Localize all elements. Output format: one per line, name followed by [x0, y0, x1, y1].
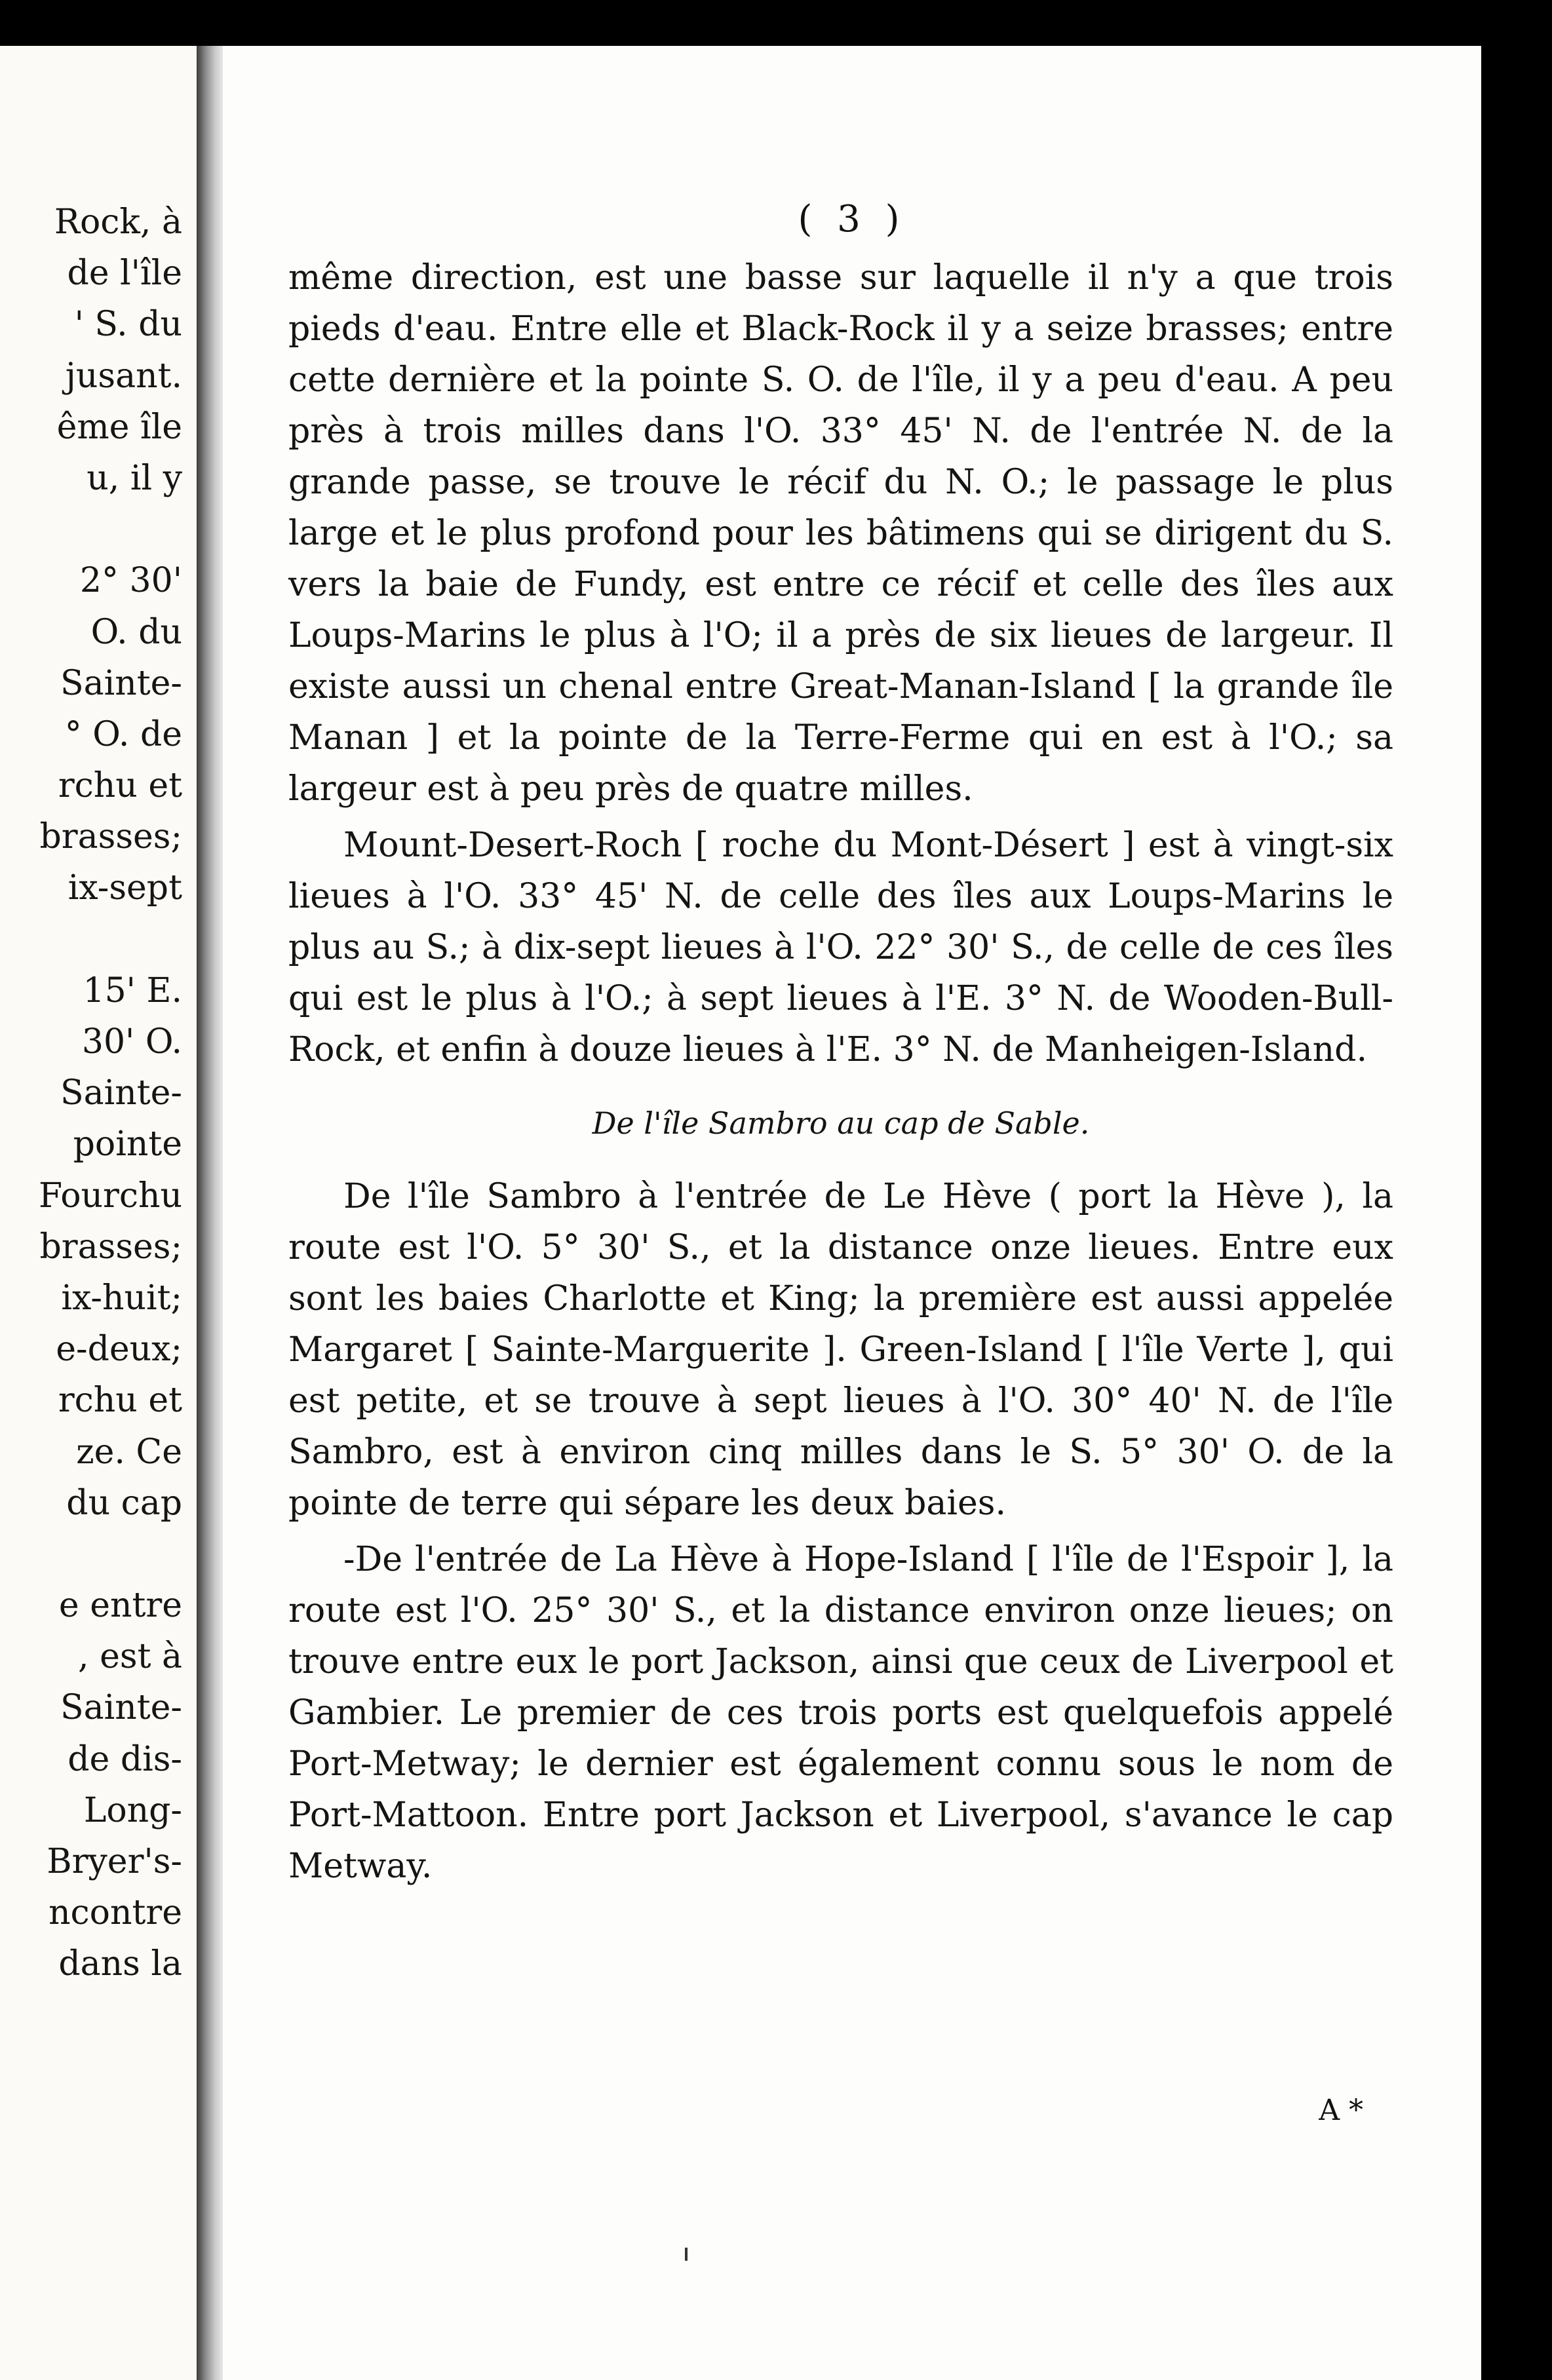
left-line: 2° 30'	[79, 561, 182, 601]
left-page-fragment	[0, 46, 197, 2380]
left-line: Sainte-	[60, 1073, 182, 1113]
left-line: 15' E.	[83, 970, 182, 1010]
left-line: Sainte-	[60, 1688, 182, 1728]
paragraph: même direction, est une basse sur laquelle il n'y a que trois pieds d'eau. Entre elle et Black-Rock il y a seize brasses; entre cette dernière et la pointe S. O. de l'île, il y a peu d'eau. A peu près à trois milles dans l'O. 33° 45' N. de l'entrée N. de la grande passe, se trouve le récif du N. O.; le passage le plus large et le plus profond pour les bâtimens qui se dirigent du S. vers la baie de Fundy, est entre ce récif et celle des îles aux Loups-Marins le plus à l'O; il a près de six lieues de largeur. Il existe aussi un chenal entre Great-Manan-Island [ la grande île Manan ] et la pointe de la Terre-Ferme qui en est à l'O.; sa largeur est à peu près de quatre milles.	[288, 258, 1393, 809]
left-line: Rock, à	[54, 202, 182, 242]
left-line: ix-sept	[68, 868, 182, 908]
left-line: Sainte-	[60, 663, 182, 703]
left-line: ême île	[56, 407, 182, 447]
left-line: e-deux;	[56, 1330, 182, 1370]
page-body	[288, 252, 1393, 1892]
left-line: Fourchu	[39, 1176, 182, 1216]
left-line: brasses;	[39, 817, 182, 857]
paragraph: De l'île Sambro à l'entrée de Le Hève ( port la Hève ), la route est l'O. 5° 30' S., et la distance onze lieues. Entre eux sont les baies Charlotte et King; la première est aussi appelée Margaret [ Sainte-Marguerite ]. Green-Island [ l'île Verte ], qui est petite, et se trouve à sept lieues à l'O. 30° 40' N. de l'île Sambro, est à environ cinq milles dans le S. 5° 30' O. de la pointe de terre qui sépare les deux baies.	[288, 1177, 1393, 1523]
paragraph: Mount-Desert-Roch [ roche du Mont-Désert ] est à vingt-six lieues à l'O. 33° 45' N. de celle des îles aux Loups-Marins le plus au S.; à dix-sept lieues à l'O. 22° 30' S., de celle de ces îles qui est le plus à l'O.; à sept lieues à l'E. 3° N. de Wooden-Bull-Rock, et enfin à douze lieues à l'E. 3° N. de Manheigen-Island.	[288, 826, 1393, 1069]
left-line: du cap	[66, 1483, 182, 1523]
left-line: Bryer's-	[47, 1842, 182, 1881]
left-line: de dis-	[68, 1739, 182, 1779]
signature-mark: A *	[1319, 2094, 1363, 2127]
left-line: ' S. du	[74, 305, 182, 345]
paragraph: -De l'entrée de La Hève à Hope-Island [ l'île de l'Espoir ], la route est l'O. 25° 30' S., et la distance environ onze lieues; on trouve entre eux le port Jackson, ainsi que ceux de Liverpool et Gambier. Le premier de ces trois ports est quelquefois appelé Port-Metway; le dernier est également connu sous le nom de Port-Mattoon. Entre port Jackson et Liverpool, s'avance le cap Metway.	[288, 1540, 1393, 1886]
left-page-text	[39, 197, 182, 1990]
left-line: ze. Ce	[76, 1432, 182, 1472]
left-line: e entre	[58, 1586, 182, 1626]
left-line: rchu et	[58, 766, 182, 806]
left-line: ncontre	[48, 1893, 182, 1933]
left-line: , est à	[78, 1637, 182, 1677]
left-line	[39, 914, 182, 965]
left-line: dans la	[58, 1944, 182, 1984]
right-page	[223, 46, 1481, 2380]
left-line	[39, 504, 182, 555]
left-line: Long-	[83, 1790, 182, 1830]
page-number: ( 3 )	[798, 198, 906, 240]
section-heading: De l'île Sambro au cap de Sable.	[592, 1105, 1090, 1141]
left-line: pointe	[73, 1124, 182, 1164]
left-line: brasses;	[39, 1227, 182, 1267]
left-line: de l'île	[67, 254, 182, 294]
left-line: ° O. de	[64, 714, 182, 754]
left-line: 30' O.	[81, 1022, 182, 1062]
left-line: u, il y	[87, 458, 182, 498]
left-line: O. du	[90, 612, 182, 652]
left-line: jusant.	[65, 356, 182, 396]
scan-speck	[685, 2248, 688, 2261]
left-line	[39, 1529, 182, 1580]
left-line: rchu et	[58, 1381, 182, 1421]
left-line: ix-huit;	[61, 1278, 182, 1318]
book-gutter	[197, 46, 223, 2380]
